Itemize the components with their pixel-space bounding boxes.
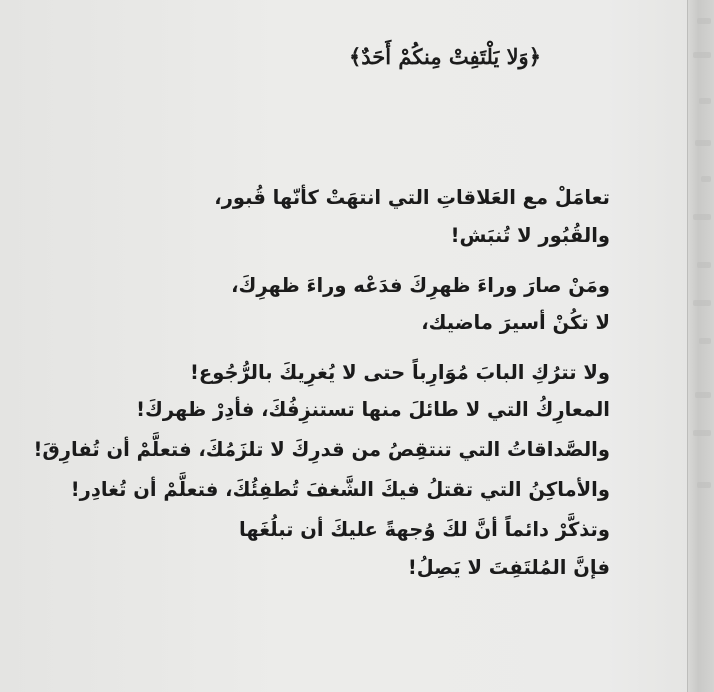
bleed-through-mark [695, 392, 711, 398]
page-title: ﴿وَلا يَلْتَفِتْ مِنكُمْ أَحَدٌ﴾ [348, 44, 542, 69]
text-line: ولا تترُكِ البابَ مُوَارِباً حتى لا يُغرِيكَ بالرُّجُوع! [190, 361, 610, 384]
bleed-through-mark [693, 430, 711, 436]
text-line: وتذكَّرْ دائماً أنَّ لكَ وُجهةً عليكَ أن تبلُغَها [239, 518, 610, 541]
text-line: والصَّداقاتُ التي تنتقِصُ من قدرِكَ لا تلزَمُكَ، فتعلَّمْ أن تُفارِقَ! [33, 438, 610, 461]
bleed-through-mark [697, 262, 711, 268]
text-line: المعارِكُ التي لا طائلَ منها تستنزِفُكَ، فأدِرْ ظهركَ! [136, 398, 610, 421]
bleed-through-mark [699, 98, 711, 104]
bleed-through-mark [693, 52, 711, 58]
bleed-through-mark [695, 140, 711, 146]
bleed-through-mark [693, 214, 711, 220]
bleed-through-mark [697, 482, 711, 488]
bleed-through-mark [693, 300, 711, 306]
text-line: ومَنْ صارَ وراءَ ظهرِكَ فدَعْه وراءَ ظهرِكَ، [231, 274, 610, 297]
text-line: تعامَلْ مع العَلاقاتِ التي انتهَتْ كأنّها قُبور، [214, 186, 610, 209]
bleed-through-mark [699, 338, 711, 344]
text-line: لا تكُنْ أسيرَ ماضيك، [421, 311, 610, 334]
page-spine-edge [687, 0, 714, 692]
text-line: فإنَّ المُلتَفِتَ لا يَصِلُ! [407, 556, 610, 579]
bleed-through-mark [701, 176, 711, 182]
text-line: والقُبُور لا تُنبَش! [450, 224, 610, 247]
text-line: والأماكِنُ التي تقتلُ فيكَ الشَّغفَ تُطفِئُكَ، فتعلَّمْ أن تُغادِر! [70, 478, 610, 501]
bleed-through-mark [697, 18, 711, 24]
